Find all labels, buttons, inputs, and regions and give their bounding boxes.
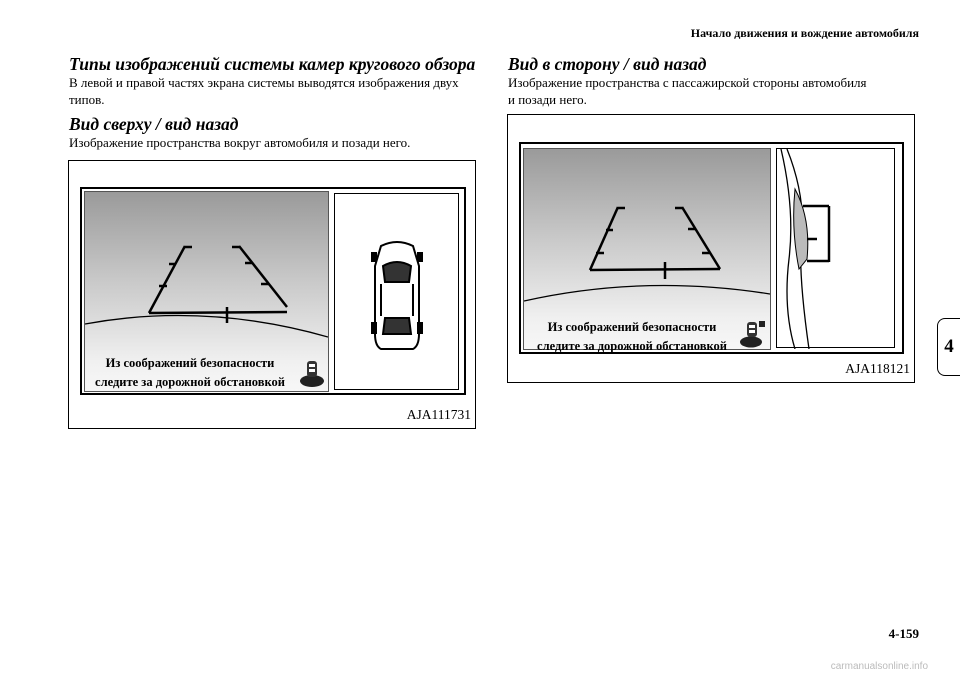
page-number: 4-159 <box>888 626 919 641</box>
side-view <box>776 148 895 348</box>
safety-caption <box>92 354 288 392</box>
safety-caption-line1: Из соображений безопасности <box>105 356 275 370</box>
safety-caption-line2: следите за дорожной обстановкой <box>537 339 727 353</box>
safety-caption-line2: следите за дорожной обстановкой <box>95 375 285 389</box>
figure-top-rear-view <box>68 160 476 429</box>
safety-caption <box>529 318 735 356</box>
figure-side-rear-view <box>507 114 915 383</box>
car-top-icon <box>335 194 460 391</box>
top-down-view <box>334 193 459 390</box>
sensor-warning-icon <box>739 319 767 349</box>
description-top-rear: Изображение пространства вокруг автомобиля и позади него. <box>69 135 411 150</box>
screen-display <box>519 142 904 354</box>
subheading-top-rear: Вид сверху / вид назад <box>69 114 239 134</box>
figure-code: AJA111731 <box>406 407 471 422</box>
figure-code: AJA118121 <box>845 361 910 376</box>
section-intro: В левой и правой частях экрана системы выводятся изображения двух типов. <box>69 75 459 107</box>
chapter-tab: 4 <box>937 318 960 376</box>
car-side-outline <box>777 149 896 349</box>
description-side-rear-line2: и позади него. <box>508 92 587 107</box>
chapter-header: Начало движения и вождение автомобиля <box>690 26 919 40</box>
screen-display <box>80 187 466 395</box>
safety-caption-line1: Из соображений безопасности <box>547 320 717 334</box>
description-side-rear-line1: Изображение пространства с пассажирской стороны автомобиля <box>508 75 867 90</box>
watermark: carmanualsonline.info <box>830 661 928 672</box>
section-heading: Типы изображений системы камер кругового обзора <box>69 54 476 74</box>
sensor-warning-icon <box>299 359 325 389</box>
subheading-side-rear: Вид в сторону / вид назад <box>508 54 707 74</box>
